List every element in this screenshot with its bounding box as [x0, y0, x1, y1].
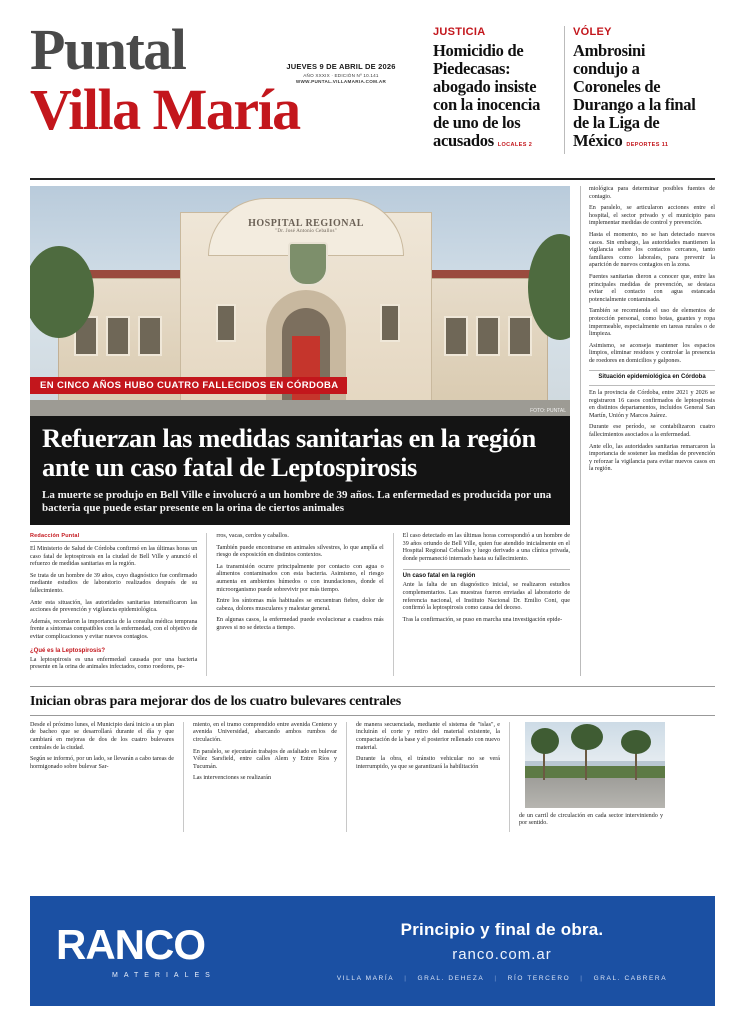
teaser-voley[interactable]	[565, 26, 705, 154]
ad-url[interactable]: ranco.com.ar	[452, 946, 552, 963]
ad-logo-subtitle: MATERIALES	[112, 971, 216, 979]
tree	[531, 728, 559, 754]
lead-headline: Refuerzan las medidas sanitarias en la región ante un caso fatal de Leptospirosis	[42, 423, 536, 482]
paragraph: Ante ello, las autoridades sanitarias remarcaron la importancia de sostener las medidas de prevención y reforzar la vigilancia para evitar nuevos casos en la región.	[589, 443, 715, 473]
hospital-sign-subtext: "Dr. José Antonio Ceballos"	[275, 229, 337, 234]
paragraph: En paralelo, se articularon acciones entre el hospital, el sector privado y el municipio para implementar medidas de control y prevención.	[589, 205, 715, 227]
advertisement-ranco[interactable]	[30, 896, 715, 1006]
window	[444, 316, 468, 356]
ad-city: GRAL. DEHEZA	[417, 975, 485, 982]
masthead-teasers	[425, 22, 715, 154]
masthead-divider	[30, 178, 715, 180]
paragraph: La transmisión ocurre principalmente por contacto con agua o alimentos contaminados con esta bacteria. Asimismo, el riesgo aumenta en ambientes húmedos o con inundaciones, donde el microorganismo puede sobrevivir por más tiempo.	[216, 563, 384, 593]
paragraph: En algunas casos, la enfermedad puede evolucionar a cuadros más graves si no se detecta a tiempo.	[216, 617, 384, 631]
paragraph: Desde el próximo lunes, el Municipio dará inicio a un plan de bacheo que se desarrollará durante el día y que cambiará en mejoras de dos de los cuatro bulevares centrales de la ciudad.	[30, 721, 174, 751]
teaser-justicia[interactable]	[425, 26, 565, 154]
paragraph: Entre los síntomas más habituales se encuentran fiebre, dolor de cabeza, dolores musculares y malestar general.	[216, 598, 384, 612]
paragraph: de manera secuenciada, mediante el sistema de "islas", e incluirán el corte y retiro del material existente, la compactación de la base y el posterior rellenado con nuevo material.	[356, 721, 500, 751]
hospital-sign	[226, 218, 386, 234]
byline: Redacción Puntal	[30, 533, 197, 542]
paragraph: En la provincia de Córdoba, entre 2021 y 2026 se registraron 16 casos confirmados de leptospirosis en distintos departamentos, incluidos General San Martín, Unión y Marcos Juárez.	[589, 389, 715, 419]
window	[380, 304, 400, 342]
teaser-section-ref: LOCALES 2	[497, 142, 533, 148]
ad-city: VILLA MARÍA	[336, 975, 395, 982]
window	[106, 316, 130, 356]
ad-city: GRAL. CABRERA	[593, 975, 668, 982]
window	[508, 316, 532, 356]
secondary-column-3	[346, 722, 500, 832]
secondary-photo	[525, 722, 665, 808]
ad-copy-block	[315, 920, 715, 982]
paragraph: El caso detectado en las últimas horas correspondió a un hombre de 39 años oriundo de Bell Ville, quien fue atendido inicialmente en el Hospital Regional Ceballos y luego derivado a una clínica privada, donde permaneció internado hasta su fallecimiento.	[402, 533, 570, 562]
ad-city-separator: |	[580, 975, 584, 982]
publication-date: JUEVES 9 DE ABRIL DE 2026	[286, 62, 396, 71]
paragraph: Las intervenciones se realizarán	[193, 775, 271, 782]
ad-logo-block	[30, 920, 315, 979]
paragraph: miento, en el tramo comprendido entre avenida Centeno y avenida Universidad, abarcando ambos rumbos de circulación.	[193, 721, 337, 743]
masthead	[30, 17, 715, 172]
paragraph: Hasta el momento, no se han detectado nuevos casos. Sin embargo, las autoridades mantienen la vigilancia sobre los contactos cercanos, tanto familiares como laborales, para prevenir la aparición de nuevos contagios en la zona.	[589, 231, 715, 269]
paragraph: rros, vacas, cerdos y caballos.	[216, 533, 289, 539]
paragraph: Según se informó, por un lado, se llevarán a cabo tareas de hormigonado sobre bulevar Sar-	[30, 756, 174, 770]
article-column-2	[206, 533, 383, 676]
lead-headline-block	[30, 416, 570, 525]
lead-subhead: La muerte se produjo en Bell Ville e involucró a un hombre de 39 años. La enfermedad es producida por una bacteria que puede estar presente en la orina de ciertos animales	[42, 489, 552, 514]
tree	[621, 730, 651, 754]
brand-name-bottom: Villa María	[30, 77, 300, 142]
paragraph: miológica para determinar posibles fuentes de contagio.	[589, 186, 715, 200]
edition-line: AÑO XXXIX · EDICIÓN Nº 10.141	[303, 73, 379, 78]
paragraph: de un carril de circulación en cada sector interviniendo y por sentido.	[519, 812, 663, 827]
paragraph: En paralelo, se ejecutarán trabajos de asfaltado en bulevar Vélez Sarsfield, entre calles Alem y Entre Ríos y Tucumán.	[193, 748, 337, 770]
teaser-section-ref: DEPORTES 11	[626, 142, 669, 148]
article-subtitle: Situación epidemiológica en Córdoba	[589, 370, 715, 386]
ad-city-list	[315, 975, 689, 982]
paragraph: Tras la confirmación, se puso en marcha una investigación epide-	[402, 616, 563, 623]
hospital-sign-text: HOSPITAL REGIONAL	[248, 218, 364, 229]
photo-credit: FOTO: PUNTAL	[530, 408, 566, 414]
article-subtitle: Un caso fatal en la región	[403, 569, 570, 579]
paragraph: También se recomienda el uso de elementos de protección personal, como botas, guantes y ropa impermeable, especialmente en tareas rurales o de limpieza.	[589, 308, 715, 338]
lead-story	[30, 186, 570, 676]
window	[476, 316, 500, 356]
lead-kicker-bar: EN CINCO AÑOS HUBO CUATRO FALLECIDOS EN CÓRDOBA	[30, 377, 347, 394]
paragraph: Se trata de un hombre de 39 años, cuyo diagnóstico fue confirmado mediante estudios de laboratorio realizados después de su fallecimiento.	[30, 572, 198, 594]
paragraph: Ante la falta de un diagnóstico inicial, se realizaron estudios complementarios. Las muestras fueron enviadas al laboratorio de referencia nacional, el Instituto Nacional Dr. Emilio Coni, que confirmó la leptospirosis como causa del deceso.	[402, 582, 570, 612]
website-url[interactable]: WWW.PUNTAL.VILLAMARIA.COM.AR	[295, 79, 387, 84]
main-content	[30, 186, 715, 676]
article-column-1	[30, 533, 197, 676]
secondary-column-2	[183, 722, 337, 832]
paragraph: Durante la obra, el tránsito vehicular no se verá interrumpido, ya que se garantizará la habilitación	[356, 756, 500, 770]
secondary-headline: Inician obras para mejorar dos de los cuatro bulevares centrales	[30, 694, 715, 716]
teaser-headline-text: Ambrosini condujo a Coroneles de Durango a la final de la Liga de México	[573, 41, 696, 150]
paragraph: Fuentes sanitarias dieron a conocer que, entre las principales medidas de prevención, se destaca evitar el contacto con agua estancada potencialmente contaminada.	[589, 273, 715, 303]
ad-slogan: Principio y final de obra.	[400, 920, 604, 939]
article-subtitle: ¿Qué es la Leptospirosis?	[30, 647, 106, 654]
teaser-headline	[573, 42, 697, 154]
article-body	[30, 533, 570, 676]
secondary-story[interactable]	[30, 686, 715, 832]
teaser-kicker: JUSTICIA	[433, 26, 486, 38]
ad-city: RÍO TERCERO	[507, 975, 571, 982]
ad-city-separator: |	[404, 975, 408, 982]
secondary-column-4	[509, 722, 663, 832]
ad-logo: RANCO	[56, 920, 205, 968]
secondary-column-1	[30, 722, 174, 832]
teaser-kicker: VÓLEY	[573, 26, 612, 38]
masthead-brand	[30, 17, 425, 142]
paragraph: Asimismo, se aconseja mantener los espacios limpios, eliminar residuos y controlar la presencia de roedores en domicilios y galpones.	[589, 342, 715, 364]
window	[216, 304, 236, 342]
tree	[571, 724, 603, 750]
paragraph: Ante esta situación, las autoridades sanitarias intensificaron las acciones de prevención y vigilancia epidemiológica.	[30, 599, 198, 614]
lead-photo	[30, 186, 570, 416]
paragraph: Además, recordaron la importancia de la consulta médica temprana frente a síntomas compatibles con la enfermedad, con el objetivo de evitar complicaciones y evitar nuevos contagios.	[30, 618, 198, 640]
photo-median	[525, 766, 665, 778]
teaser-headline	[433, 42, 556, 154]
photo-road	[525, 773, 665, 807]
paragraph: Durante ese período, se contabilizaron cuatro fallecimientos asociados a la enfermedad.	[589, 424, 715, 438]
masthead-meta	[266, 62, 416, 84]
paragraph: También puede encontrarse en animales silvestres, lo que amplía el riesgo de exposición en distintos contextos.	[216, 544, 384, 559]
window	[138, 316, 162, 356]
article-column-3	[393, 533, 570, 676]
hospital-crest	[288, 242, 328, 286]
paragraph: El Ministerio de Salud de Córdoba confirmó en las últimas horas un caso fatal de leptospirosis en la ciudad de Bell Ville y anunció el refuerzo de medidas sanitarias en la región.	[30, 546, 198, 568]
secondary-body	[30, 722, 715, 832]
ad-city-separator: |	[494, 975, 498, 982]
teaser-headline-text: Homicidio de Piedecasas: abogado insiste con la inocencia de uno de los acusados	[433, 41, 541, 150]
photo-ground	[30, 400, 570, 416]
article-column-4	[580, 186, 715, 676]
brand-name-top: Puntal	[30, 17, 186, 82]
paragraph: La leptospirosis es una enfermedad causada por una bacteria presente en la orina de animales infectados, como roedores, pe-	[30, 656, 198, 671]
